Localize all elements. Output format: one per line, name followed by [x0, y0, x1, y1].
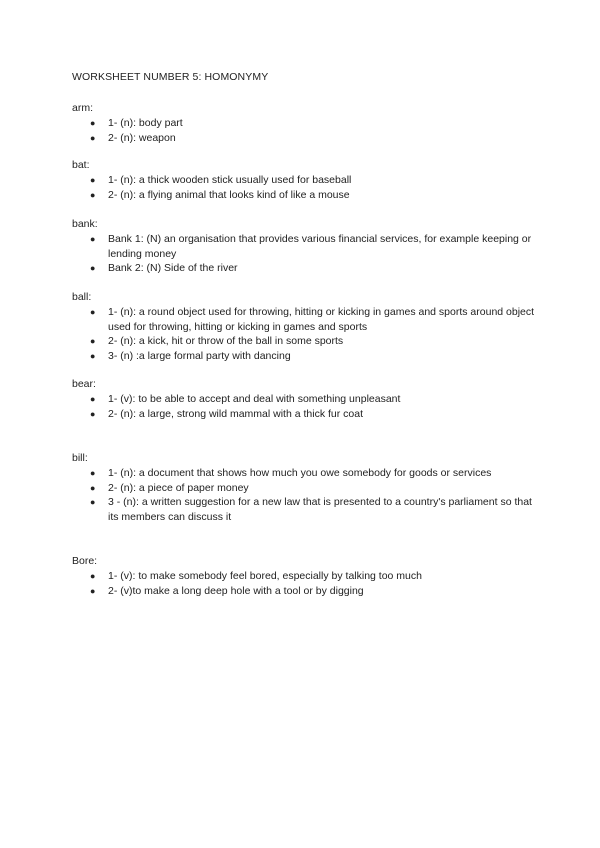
- entry-bank: [72, 217, 542, 276]
- bullet-icon: ●: [90, 307, 96, 317]
- bullet-icon: ●: [90, 234, 96, 244]
- definition-item: ● 2- (n): a kick, hit or throw of the ball in some sports: [90, 335, 344, 347]
- definition-item: ● 2- (n): weapon: [90, 131, 176, 144]
- definition-item: ● 1- (n): a round object used for throwing, hitting or kicking in games and sports around object used for throwing, hitting or kicking in games and sports: [90, 306, 535, 333]
- definition-item: ● Bank 1: (N) an organisation that provides various financial services, for example keeping or lending money: [90, 233, 532, 260]
- definition-item: ● 1- (n): body part: [90, 117, 183, 129]
- definition-item: ● 1- (v): to make somebody feel bored, especially by talking too much: [90, 570, 422, 582]
- entry-term: arm:: [72, 102, 93, 114]
- definition-item: ● 1- (n): a document that shows how much you owe somebody for goods or services: [90, 467, 492, 479]
- entry-term: ball:: [72, 291, 92, 303]
- entry-ball: [72, 290, 542, 363]
- definition-item: ● Bank 2: (N) Side of the river: [90, 262, 238, 274]
- bullet-icon: ●: [90, 468, 96, 478]
- entry-term: bank:: [72, 218, 98, 230]
- bullet-icon: ●: [90, 263, 96, 273]
- definition-item: ● 3- (n) :a large formal party with dancing: [90, 349, 291, 362]
- definition-item: ● 2- (n): a large, strong wild mammal with a thick fur coat: [90, 407, 364, 420]
- bullet-icon: ●: [90, 189, 96, 200]
- bullet-icon: ●: [90, 585, 96, 596]
- definition-item: ● 1- (n): a thick wooden stick usually used for baseball: [90, 174, 352, 186]
- entry-term: bill:: [72, 452, 88, 464]
- entry-arm: [72, 101, 542, 145]
- entry-bore: [72, 554, 542, 598]
- bullet-icon: ●: [90, 571, 96, 581]
- bullet-icon: ●: [90, 175, 96, 185]
- definition-item: ● 2- (v)to make a long deep hole with a tool or by digging: [90, 584, 364, 597]
- page-title: WORKSHEET NUMBER 5: HOMONYMY: [72, 71, 269, 83]
- entry-bill: [72, 451, 542, 524]
- bullet-icon: ●: [90, 336, 96, 346]
- entry-bat: [72, 158, 542, 202]
- entry-term: bat:: [72, 159, 90, 171]
- bullet-icon: ●: [90, 408, 96, 419]
- bullet-icon: ●: [90, 132, 96, 143]
- entry-term: Bore:: [72, 555, 98, 567]
- bullet-icon: ●: [90, 350, 96, 361]
- entry-bear: [72, 377, 542, 421]
- definition-item: ● 2- (n): a flying animal that looks kind of like a mouse: [90, 188, 350, 201]
- bullet-icon: ●: [90, 118, 96, 128]
- definition-item: ● 2- (n): a piece of paper money: [90, 481, 249, 494]
- bullet-icon: ●: [90, 497, 96, 507]
- entry-term: bear:: [72, 378, 96, 390]
- definition-item: ● 3 - (n): a written suggestion for a new law that is presented to a country's parliament so that its members can discuss it: [90, 496, 532, 523]
- definition-item: ● 1- (v): to be able to accept and deal with something unpleasant: [90, 393, 401, 405]
- bullet-icon: ●: [90, 482, 96, 493]
- bullet-icon: ●: [90, 394, 96, 404]
